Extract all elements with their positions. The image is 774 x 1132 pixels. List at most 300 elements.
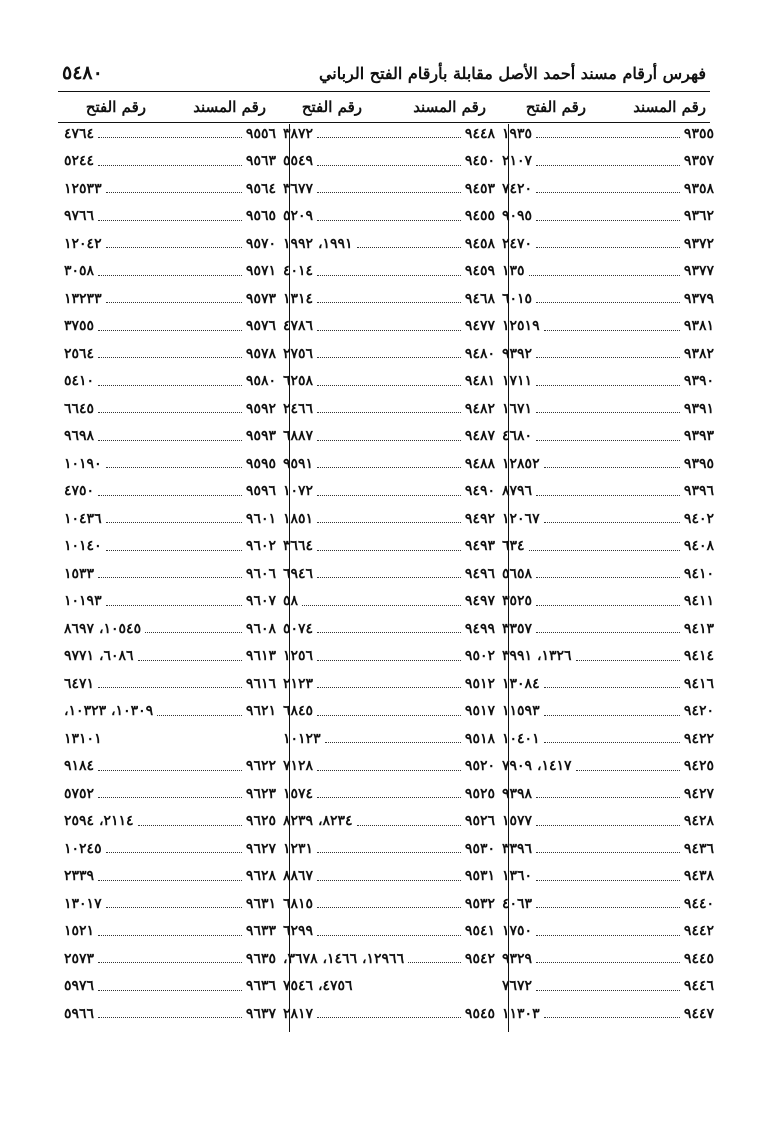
dot-leader [576, 660, 680, 661]
index-row [64, 533, 276, 561]
musnad-number: ٩٣٩٠ [683, 373, 714, 390]
fath-number: ٤٧٥٦، ٧٥٤٦ [283, 978, 353, 995]
dot-leader [536, 962, 680, 963]
musnad-number: ٩٤٨٨ [464, 455, 495, 472]
musnad-number: ٩٣٧٢ [683, 235, 714, 252]
musnad-number: ٩٦٢٧ [245, 840, 276, 857]
fath-number: ٣٨٧٢ [283, 125, 314, 142]
fath-number: ٦٣٤ [502, 538, 525, 555]
index-row [64, 478, 276, 506]
index-row [502, 725, 714, 753]
index-row [283, 478, 495, 506]
musnad-number: ٩٤٥٨ [464, 235, 495, 252]
musnad-number: ٩٦٢٥ [245, 813, 276, 830]
fath-number: ٢٤٦٦ [283, 400, 314, 417]
musnad-number: ٩٤٨٠ [464, 345, 495, 362]
fath-number: ٣٦٧٧ [283, 180, 314, 197]
musnad-number: ٩٤٩٠ [464, 483, 495, 500]
musnad-number: ٩٦١٣ [245, 648, 276, 665]
index-row [283, 120, 495, 148]
fath-number: ٢٥٦٤ [64, 345, 95, 362]
musnad-number: ٩٥٣٢ [464, 895, 495, 912]
index-row [502, 753, 714, 781]
index-row [283, 230, 495, 258]
musnad-number: ٩٦٠١ [245, 510, 276, 527]
dot-leader [536, 495, 680, 496]
index-row [283, 340, 495, 368]
fath-number: ٢٣٣٩ [64, 868, 95, 885]
fath-number: ١٧١١ [502, 373, 533, 390]
musnad-number: ٩٤٩٢ [464, 510, 495, 527]
fath-number: ١٣١٤ [283, 290, 314, 307]
dot-leader [106, 467, 242, 468]
index-row [64, 1000, 276, 1028]
dot-leader [544, 687, 680, 688]
index-row [283, 533, 495, 561]
dot-leader [106, 192, 242, 193]
musnad-number: ٩٦١٦ [245, 675, 276, 692]
musnad-number: ٩٤٠٨ [683, 538, 714, 555]
fath-number: ١٠١٩٣ [64, 593, 102, 610]
index-row [502, 863, 714, 891]
index-row [283, 780, 495, 808]
header-rule-top [58, 91, 710, 92]
dot-leader [544, 330, 680, 331]
index-row [64, 560, 276, 588]
index-row [283, 1000, 495, 1028]
dot-leader [98, 412, 242, 413]
dot-leader [317, 660, 461, 661]
musnad-number: ٩٥٧٦ [245, 318, 276, 335]
dot-leader [98, 797, 242, 798]
fath-number: ٥٧٥٢ [64, 785, 95, 802]
fath-number: ٥٥٤٩ [283, 153, 314, 170]
index-row [64, 230, 276, 258]
index-row [502, 890, 714, 918]
musnad-number: ٩٦٣٦ [245, 978, 276, 995]
fath-number: ١٠٢٤٥ [64, 840, 102, 857]
fath-number: ١٦٧١ [502, 400, 533, 417]
fath-number: ٦٩٤٦ [283, 565, 314, 582]
musnad-number: ٩٣٨١ [683, 318, 714, 335]
fath-number: ٣٣٥٧ [502, 620, 533, 637]
index-row [502, 560, 714, 588]
index-row [283, 203, 495, 231]
musnad-number: ٩٤٤٥ [683, 950, 714, 967]
fath-number: ١١٥٩٣ [502, 703, 540, 720]
dot-leader [529, 550, 680, 551]
fath-number: ٦٠١٥ [502, 290, 533, 307]
fath-number: ١٥٧٤ [283, 785, 314, 802]
dot-leader [536, 907, 680, 908]
index-row [64, 588, 276, 616]
index-row [502, 258, 714, 286]
index-row [64, 505, 276, 533]
index-row [502, 780, 714, 808]
index-row [64, 753, 276, 781]
col-header-fath: رقم الفتح [85, 98, 146, 116]
dot-leader [98, 165, 242, 166]
dot-leader [317, 220, 461, 221]
musnad-number: ٩٣٧٧ [683, 263, 714, 280]
index-row [502, 175, 714, 203]
fath-number: ٦٦٤٥ [64, 400, 95, 417]
musnad-number: ٩٤٤٨ [464, 125, 495, 142]
dot-leader [408, 962, 461, 963]
dot-leader [576, 770, 680, 771]
dot-leader [536, 357, 680, 358]
musnad-number: ٩٥٤٢ [464, 950, 495, 967]
dot-leader [544, 522, 680, 523]
fath-number: ١٠١٩٠ [64, 455, 102, 472]
fath-number: ٩٣٩٢ [502, 345, 533, 362]
dot-leader [317, 687, 461, 688]
musnad-number: ٩٦٢٨ [245, 868, 276, 885]
index-row [502, 533, 714, 561]
index-row [64, 918, 276, 946]
musnad-number: ٩٥٧١ [245, 263, 276, 280]
musnad-number: ٩٣٩٦ [683, 483, 714, 500]
musnad-number: ٩٦٢٣ [245, 785, 276, 802]
dot-leader [98, 357, 242, 358]
musnad-number: ٩٥٤١ [464, 923, 495, 940]
index-row [64, 973, 276, 1001]
dot-leader [317, 577, 461, 578]
musnad-number: ٩٥٧٠ [245, 235, 276, 252]
dot-leader [317, 797, 461, 798]
dot-leader [536, 192, 680, 193]
musnad-number: ٩٤٤٧ [683, 1005, 714, 1022]
index-row [502, 1000, 714, 1028]
index-row [502, 643, 714, 671]
index-row [283, 835, 495, 863]
page-title: فهرس أرقام مسند أحمد الأصل مقابلة بأرقام الفتح الرباني [318, 64, 706, 83]
fath-number: ٩٧٦٦ [64, 208, 95, 225]
dot-leader [317, 275, 461, 276]
fath-number: ٤٧٨٦ [283, 318, 314, 335]
musnad-number: ٩٤٤٠ [683, 895, 714, 912]
dot-leader [317, 357, 461, 358]
dot-leader [98, 137, 242, 138]
dot-leader [544, 742, 680, 743]
musnad-number: ٩٥٦٥ [245, 208, 276, 225]
dot-leader [138, 825, 242, 826]
col-header-fath: رقم الفتح [525, 98, 586, 116]
dot-leader [302, 605, 461, 606]
musnad-number: ٩٤٩٩ [464, 620, 495, 637]
index-row [283, 918, 495, 946]
index-row [283, 285, 495, 313]
dot-leader [317, 412, 461, 413]
dot-leader [544, 715, 680, 716]
col-header-musnad: رقم المسند [193, 98, 266, 116]
dot-leader [544, 1017, 680, 1018]
fath-number: ٩٣٩٨ [502, 785, 533, 802]
musnad-number: ٩٥١٧ [464, 703, 495, 720]
index-row [502, 313, 714, 341]
dot-leader [106, 852, 242, 853]
musnad-number: ٩٤١٤ [683, 648, 714, 665]
fath-number: ٢١٠٧ [502, 153, 533, 170]
index-row [283, 588, 495, 616]
fath-number: ١٠٣٠٩، ١٠٣٢٣، [64, 703, 154, 720]
index-row [64, 340, 276, 368]
index-row [502, 615, 714, 643]
musnad-number: ٩٣٩١ [683, 400, 714, 417]
fath-number: ١٢٨٥٢ [502, 455, 540, 472]
index-row [64, 945, 276, 973]
index-row [283, 148, 495, 176]
dot-leader [98, 935, 242, 936]
dot-leader [536, 605, 680, 606]
dot-leader [317, 1017, 461, 1018]
index-row [502, 340, 714, 368]
musnad-number: ٩٤٥٠ [464, 153, 495, 170]
dot-leader [317, 632, 461, 633]
dot-leader [536, 220, 680, 221]
dot-leader [98, 220, 242, 221]
index-row [283, 258, 495, 286]
index-row [283, 643, 495, 671]
musnad-number: ٩٤١٦ [683, 675, 714, 692]
musnad-number: ٩٥٢٠ [464, 758, 495, 775]
index-row [283, 450, 495, 478]
dot-leader [536, 385, 680, 386]
index-row [502, 230, 714, 258]
dot-leader [317, 550, 461, 551]
fath-number: ١٣٢٦، ٣٩٩١ [502, 648, 572, 665]
fath-number: ٩٠٩٥ [502, 208, 533, 225]
fath-number: ١٥٣٣ [64, 565, 95, 582]
musnad-number: ٩٤١٣ [683, 620, 714, 637]
musnad-number: ٩٥٧٨ [245, 345, 276, 362]
musnad-number: ٩٦٣٧ [245, 1005, 276, 1022]
musnad-number: ٩٣٦٢ [683, 208, 714, 225]
fath-number: ١٢٥٣٣ [64, 180, 102, 197]
dot-leader [536, 825, 680, 826]
fath-number: ٥٠٧٤ [283, 620, 314, 637]
musnad-number: ٩٤٢٢ [683, 730, 714, 747]
index-row [502, 808, 714, 836]
fath-number: ١٠١٤٠ [64, 538, 102, 555]
dot-leader [98, 495, 242, 496]
index-row [502, 478, 714, 506]
musnad-number: ٩٤٩٣ [464, 538, 495, 555]
dot-leader [317, 440, 461, 441]
musnad-number: ٩٤٣٨ [683, 868, 714, 885]
dot-leader [536, 247, 680, 248]
dot-leader [98, 385, 242, 386]
dot-leader [536, 165, 680, 166]
index-row [502, 918, 714, 946]
dot-leader [98, 330, 242, 331]
musnad-number: ٩٥٦٤ [245, 180, 276, 197]
musnad-number: ٩٤٢٠ [683, 703, 714, 720]
fath-number: ٥٢٤٤ [64, 153, 95, 170]
dot-leader [157, 715, 242, 716]
fath-number: ٨٢٣٤، ٨٢٣٩ [283, 813, 353, 830]
fath-number: ٤٠٦٣ [502, 895, 533, 912]
musnad-number: ٩٥٩٥ [245, 455, 276, 472]
fath-number: ٣٥٢٥ [502, 593, 533, 610]
musnad-number: ٩٥٣٠ [464, 840, 495, 857]
musnad-number: ٩٥٢٥ [464, 785, 495, 802]
fath-number: ٦٠٨٦، ٩٧٧١ [64, 648, 134, 665]
index-row [64, 203, 276, 231]
index-row [283, 698, 495, 726]
fath-number: ١٢٥٦ [283, 648, 314, 665]
musnad-number: ٩٤٦٨ [464, 290, 495, 307]
musnad-number: ٩٤٤٦ [683, 978, 714, 995]
musnad-number: ٩٤٥٥ [464, 208, 495, 225]
fath-number: ١٥٢١ [64, 923, 95, 940]
fath-number: ٧٤٢٠ [502, 180, 533, 197]
index-row [502, 670, 714, 698]
musnad-number: ٩٥٩٦ [245, 483, 276, 500]
index-row [283, 505, 495, 533]
index-row [502, 945, 714, 973]
dot-leader [98, 577, 242, 578]
musnad-number: ٩٤٧٧ [464, 318, 495, 335]
musnad-number: ٩٤٣٦ [683, 840, 714, 857]
musnad-number: ٩٤٢٥ [683, 758, 714, 775]
fath-number: ١٣٦٠ [502, 868, 533, 885]
dot-leader [317, 302, 461, 303]
fath-number: ١٠٤٣٦ [64, 510, 102, 527]
col-header-musnad: رقم المسند [413, 98, 486, 116]
musnad-number: ٩٤١٠ [683, 565, 714, 582]
musnad-number: ٩٣٥٨ [683, 180, 714, 197]
index-row [283, 670, 495, 698]
index-row [283, 560, 495, 588]
fath-number: ٣٧٥٥ [64, 318, 95, 335]
index-row [64, 313, 276, 341]
index-row [64, 368, 276, 396]
index-row [64, 175, 276, 203]
dot-leader [536, 797, 680, 798]
index-row [283, 395, 495, 423]
fath-number: ٩٦٩٨ [64, 428, 95, 445]
index-row [283, 313, 495, 341]
index-row [502, 423, 714, 451]
index-row [502, 203, 714, 231]
dot-leader [106, 522, 242, 523]
dot-leader [317, 907, 461, 908]
fath-number: ٣٣٩٦ [502, 840, 533, 857]
fath-number: ١٤١٧، ٧٩٠٩ [502, 758, 572, 775]
index-row [64, 835, 276, 863]
musnad-number: ٩٤٨١ [464, 373, 495, 390]
musnad-number: ٩٥٠٢ [464, 648, 495, 665]
fath-number: ١٨٥١ [283, 510, 314, 527]
index-column-right [502, 120, 714, 1028]
dot-leader [317, 495, 461, 496]
musnad-number: ٩٤٥٩ [464, 263, 495, 280]
fath-number: ١٣٥ [502, 263, 525, 280]
fath-number: ٢٨١٧ [283, 1005, 314, 1022]
dot-leader [98, 770, 242, 771]
dot-leader [536, 137, 680, 138]
dot-leader [317, 330, 461, 331]
index-row [64, 808, 276, 836]
musnad-number: ٩٥٩٣ [245, 428, 276, 445]
musnad-number: ٩٦٣٣ [245, 923, 276, 940]
fath-number: ٧١٢٨ [283, 758, 314, 775]
musnad-number: ٩٦٣١ [245, 895, 276, 912]
musnad-number: ٩٣٧٩ [683, 290, 714, 307]
musnad-number: ٩٦٣٥ [245, 950, 276, 967]
index-row [502, 368, 714, 396]
musnad-number: ٩٥٧٣ [245, 290, 276, 307]
musnad-number: ٩٥٥٦ [245, 125, 276, 142]
fath-number: ٨٧٩٦ [502, 483, 533, 500]
index-row [64, 670, 276, 698]
fath-number: ١٢٩٦٦، ١٤٦٦، ٣٦٧٨، [283, 950, 405, 967]
fath-number: ٣٦٦٤ [283, 538, 314, 555]
dot-leader [357, 247, 461, 248]
index-row [64, 863, 276, 891]
fath-number: ٦٢٩٩ [283, 923, 314, 940]
fath-number: ٩٥٩١ [283, 455, 314, 472]
fath-number: ٨٨٦٧ [283, 868, 314, 885]
musnad-number: ٩٥٦٣ [245, 153, 276, 170]
index-row [64, 258, 276, 286]
fath-number: ١٥٧٧ [502, 813, 533, 830]
fath-number: ١٢٠٦٧ [502, 510, 540, 527]
dot-leader [145, 632, 242, 633]
col-header-musnad: رقم المسند [633, 98, 706, 116]
dot-leader [536, 440, 680, 441]
fath-number: ٥٢٠٩ [283, 208, 314, 225]
musnad-number: ٩٥١٢ [464, 675, 495, 692]
dot-leader [317, 880, 461, 881]
index-row [502, 973, 714, 1001]
dot-leader [536, 302, 680, 303]
fath-number: ٧٦٧٢ [502, 978, 533, 995]
index-row [64, 643, 276, 671]
musnad-number: ٩٣٩٣ [683, 428, 714, 445]
fath-number: ٦٤٧١ [64, 675, 95, 692]
index-row [283, 615, 495, 643]
musnad-number: ٩٥٤٥ [464, 1005, 495, 1022]
fath-number: ٢٥٧٣ [64, 950, 95, 967]
index-row [64, 890, 276, 918]
dot-leader [317, 385, 461, 386]
fath-number: ٩٣٢٩ [502, 950, 533, 967]
dot-leader [98, 440, 242, 441]
index-row [64, 725, 276, 753]
dot-leader [317, 770, 461, 771]
dot-leader [317, 192, 461, 193]
index-row [502, 698, 714, 726]
fath-number: ١١٣٠٣ [502, 1005, 540, 1022]
fath-number: ١٧٥٠ [502, 923, 533, 940]
index-row [64, 615, 276, 643]
fath-number: ٤٧٦٤ [64, 125, 95, 142]
musnad-number: ٩٦٠٦ [245, 565, 276, 582]
index-row [64, 698, 276, 726]
dot-leader [138, 660, 242, 661]
fath-number: ٥٨ [283, 593, 299, 610]
musnad-number: ٩٦٠٧ [245, 593, 276, 610]
dot-leader [317, 467, 461, 468]
dot-leader [536, 880, 680, 881]
fath-number: ١٢٥١٩ [502, 318, 540, 335]
index-row [283, 890, 495, 918]
dot-leader [106, 907, 242, 908]
fath-number: ٦٨١٥ [283, 895, 314, 912]
index-row [64, 285, 276, 313]
